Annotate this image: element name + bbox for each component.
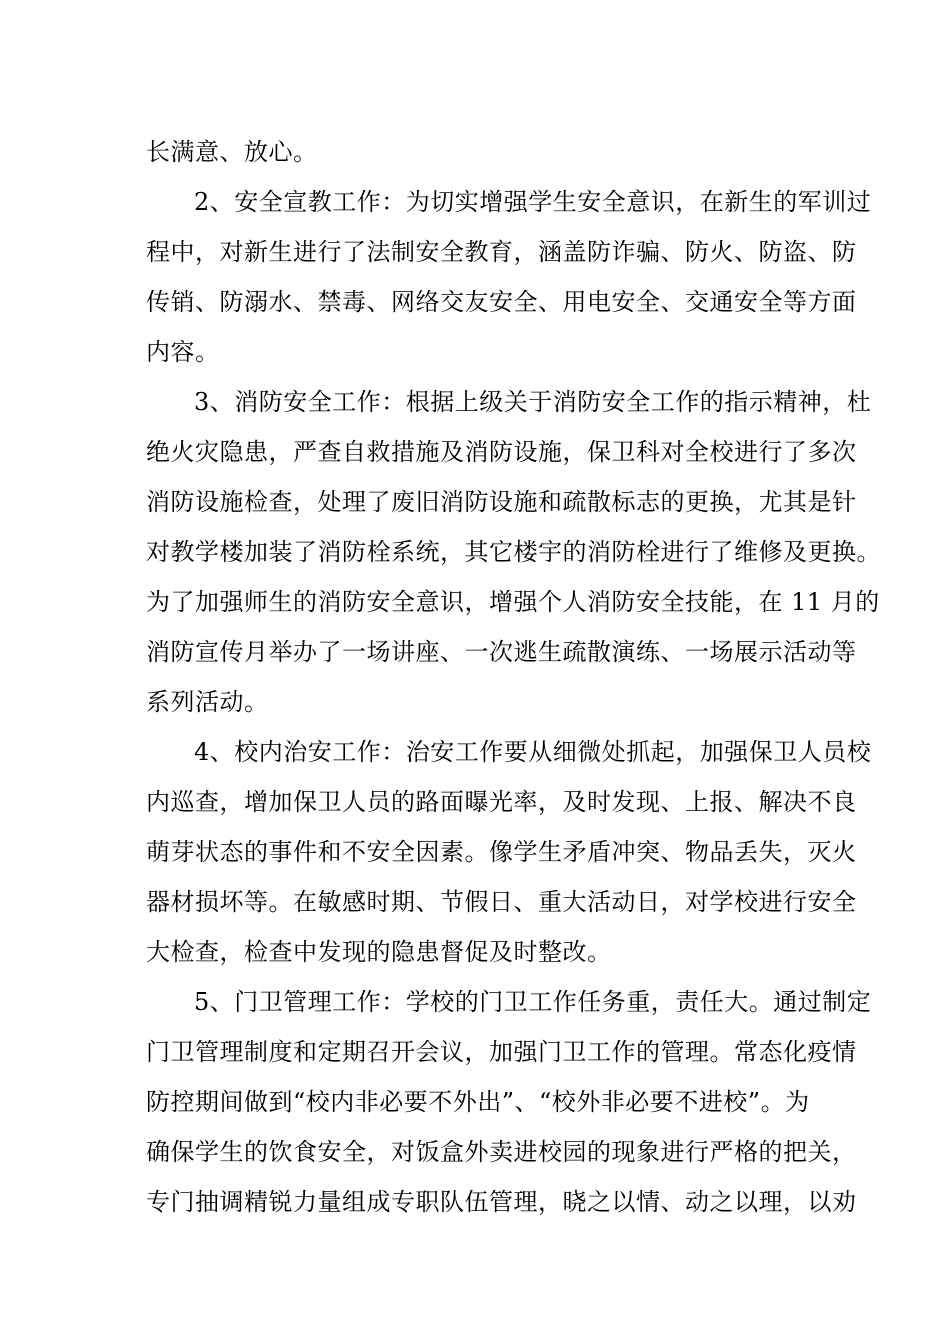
text-line: 4、校内治安工作：治安工作要从细微处抓起，加强保卫人员校 <box>194 738 872 766</box>
text-line: 大检查，检查中发现的隐患督促及时整改。 <box>146 938 612 966</box>
text-line: 专门抽调精锐力量组成专职队伍管理，晓之以情、动之以理，以劝 <box>146 1188 857 1216</box>
text-line: 器材损坏等。在敏感时期、节假日、重大活动日，对学校进行安全 <box>146 888 857 916</box>
text-line: 消防设施检查，处理了废旧消防设施和疏散标志的更换，尤其是针 <box>146 488 857 516</box>
text-line: 消防宣传月举办了一场讲座、一次逃生疏散演练、一场展示活动等 <box>146 638 857 666</box>
text-line: 5、门卫管理工作：学校的门卫工作任务重，责任大。通过制定 <box>194 988 872 1016</box>
text-line: 3、消防安全工作：根据上级关于消防安全工作的指示精神，杜 <box>194 388 872 416</box>
text-line: 为了加强师生的消防安全意识，增强个人消防安全技能，在 11 月的 <box>146 588 880 616</box>
text-line: 门卫管理制度和定期召开会议，加强门卫工作的管理。常态化疫情 <box>146 1038 857 1066</box>
text-line: 对教学楼加装了消防栓系统，其它楼宇的消防栓进行了维修及更换。 <box>146 538 881 566</box>
text-line: 2、安全宣教工作：为切实增强学生安全意识，在新生的军训过 <box>194 188 872 216</box>
text-line: 萌芽状态的事件和不安全因素。像学生矛盾冲突、物品丢失，灭火 <box>146 838 857 866</box>
text-line: 程中，对新生进行了法制安全教育，涵盖防诈骗、防火、防盗、防 <box>146 238 857 266</box>
text-line: 长满意、放心。 <box>146 138 318 166</box>
text-line: 系列活动。 <box>146 688 269 716</box>
text-line: 内容。 <box>146 338 220 366</box>
text-line: 内巡查，增加保卫人员的路面曝光率，及时发现、上报、解决不良 <box>146 788 857 816</box>
text-line: 传销、防溺水、禁毒、网络交友安全、用电安全、交通安全等方面 <box>146 288 857 316</box>
text-line: 确保学生的饮食安全，对饭盒外卖进校园的现象进行严格的把关， <box>146 1138 857 1166</box>
text-line: 绝火灾隐患，严查自救措施及消防设施，保卫科对全校进行了多次 <box>146 438 857 466</box>
text-line: 防控期间做到“校内非必要不外出”、“校外非必要不进校”。为 <box>146 1088 810 1116</box>
